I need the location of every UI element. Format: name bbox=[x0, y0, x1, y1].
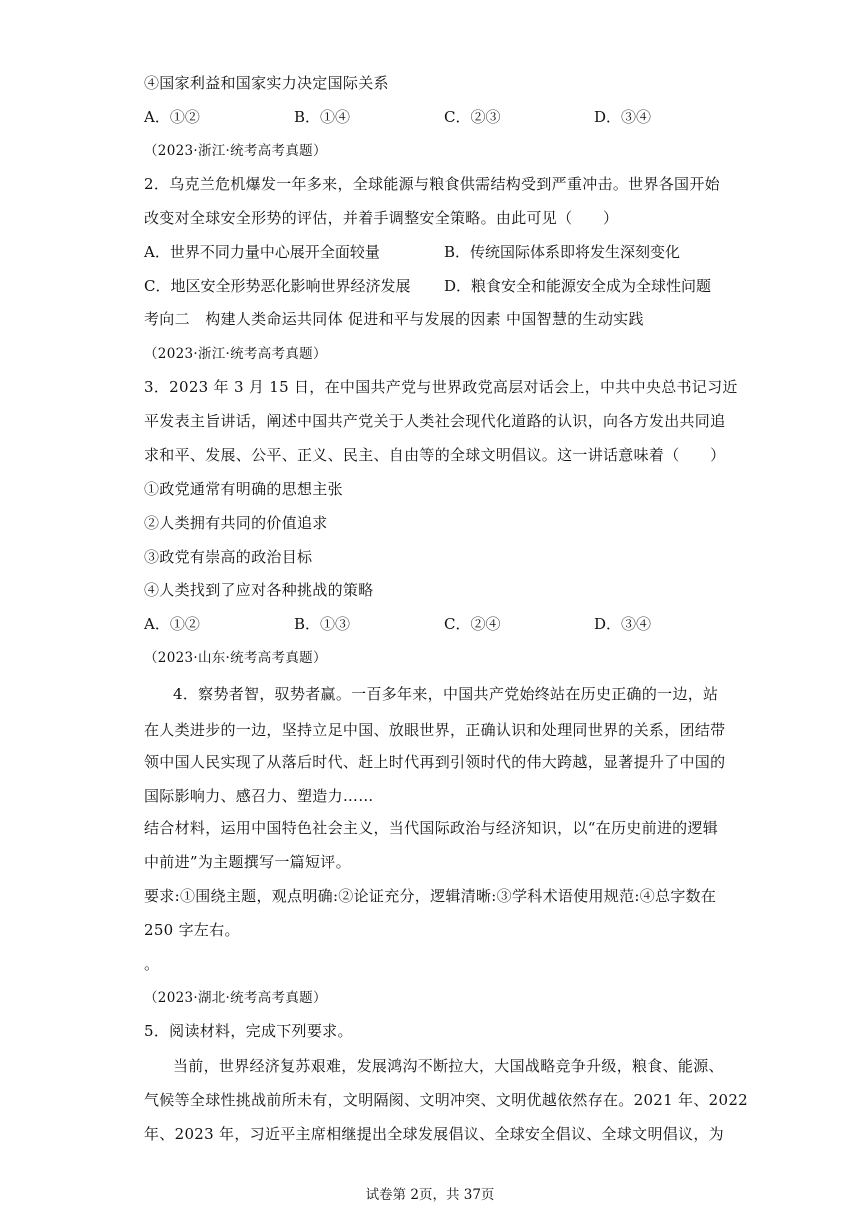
q2-stem-line-2: 改变对全球安全形势的评估，并着手调整安全策略。由此可见（ ） bbox=[144, 209, 619, 227]
q1-option-d: D．③④ bbox=[594, 108, 652, 126]
q3-option-c: C．②④ bbox=[444, 615, 501, 633]
q1-option-c: C．②③ bbox=[444, 108, 501, 126]
q3-source: （2023·浙江·统考高考真题） bbox=[144, 346, 327, 362]
page-footer: 试卷第 2页，共 37页 bbox=[365, 1187, 495, 1203]
q2-option-d: D．粮食安全和能源安全成为全球性问题 bbox=[444, 277, 712, 295]
q2-option-c: C．地区安全形势恶化影响世界经济发展 bbox=[144, 277, 411, 295]
q3-stem-line-2: 平发表主旨讲话，阐述中国共产党关于人类社会现代化道路的认识，向各方发出共同追 bbox=[144, 412, 726, 430]
q3-statement-2: ②人类拥有共同的价值追求 bbox=[144, 514, 328, 532]
q3-option-a: A．①② bbox=[144, 615, 200, 633]
q3-stem-line-1: 3．2023 年 3 月 15 日，在中国共产党与世界政党高层对话会上，中共中央总书记习近 bbox=[144, 378, 738, 396]
q5-source: （2023·湖北·统考高考真题） bbox=[144, 990, 327, 1006]
q3-statement-3: ③政党有崇高的政治目标 bbox=[144, 548, 313, 566]
q4-material-line-1: 4．察势者智，驭势者赢。一百多年来，中国共产党始终站在历史正确的一边，站 bbox=[173, 685, 719, 703]
q5-material-line-1: 当前，世界经济复苏艰难，发展鸿沟不断拉大，大国战略竞争升级，粮食、能源、 bbox=[173, 1057, 724, 1075]
q3-option-d: D．③④ bbox=[594, 615, 652, 633]
q3-statement-4: ④人类找到了应对各种挑战的策略 bbox=[144, 581, 374, 599]
q1-option-b: B．①④ bbox=[294, 108, 351, 126]
q4-material-line-4: 国际影响力、感召力、塑造力…… bbox=[144, 787, 374, 805]
q2-source: （2023·浙江·统考高考真题） bbox=[144, 143, 327, 159]
q3-statement-1: ①政党通常有明确的思想主张 bbox=[144, 480, 343, 498]
q2-stem-line-1: 2．乌克兰危机爆发一年多来，全球能源与粮食供需结构受到严重冲击。世界各国开始 bbox=[144, 175, 720, 193]
q5-material-line-3: 年、2023 年，习近平主席相继提出全球发展倡议、全球安全倡议、全球文明倡议，为 bbox=[144, 1125, 724, 1143]
q4-answer-blank: 。 bbox=[144, 955, 160, 973]
q4-task-line-2: 中前进”为主题撰写一篇短评。 bbox=[144, 853, 351, 871]
q2-option-a: A．世界不同力量中心展开全面较量 bbox=[144, 243, 380, 261]
q1-option-a: A．①② bbox=[144, 108, 200, 126]
q3-stem-line-3: 求和平、发展、公平、正义、民主、自由等的全球文明倡议。这一讲话意味着（ ） bbox=[144, 446, 726, 464]
q4-material-line-3: 领中国人民实现了从落后时代、赶上时代再到引领时代的伟大跨越，显著提升了中国的 bbox=[144, 753, 726, 771]
section-heading: 考向二 构建人类命运共同体 促进和平与发展的因素 中国智慧的生动实践 bbox=[144, 310, 644, 328]
q5-instruction: 5．阅读材料，完成下列要求。 bbox=[144, 1022, 353, 1040]
q4-requirement-line-1: 要求:①围绕主题，观点明确:②论证充分，逻辑清晰:③学科术语使用规范:④总字数在 bbox=[144, 887, 717, 905]
q5-material-line-2: 气候等全球性挑战前所未有，文明隔阂、文明冲突、文明优越依然存在。2021 年、2022 bbox=[144, 1091, 749, 1109]
q4-task-line-1: 结合材料，运用中国特色社会主义，当代国际政治与经济知识，以“在历史前进的逻辑 bbox=[144, 819, 719, 837]
q1-statement-4: ④国家利益和国家实力决定国际关系 bbox=[144, 74, 389, 92]
q4-source: （2023·山东·统考高考真题） bbox=[144, 650, 327, 666]
q4-requirement-line-2: 250 字左右。 bbox=[144, 921, 240, 939]
q3-option-b: B．①③ bbox=[294, 615, 351, 633]
q4-material-line-2: 在人类进步的一边，坚持立足中国、放眼世界，正确认识和处理同世界的关系，团结带 bbox=[144, 721, 726, 739]
q2-option-b: B．传统国际体系即将发生深刻变化 bbox=[444, 243, 681, 261]
